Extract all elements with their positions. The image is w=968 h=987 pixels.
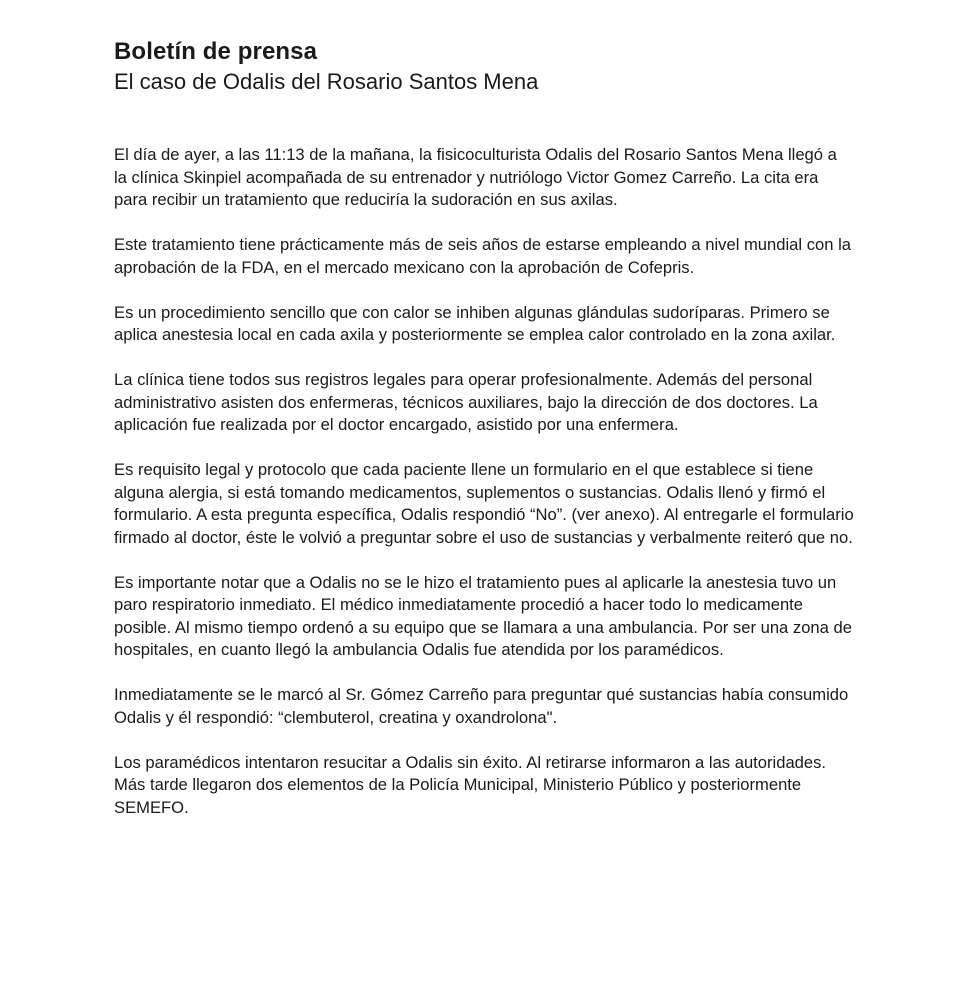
paragraph-8: Los paramédicos intentaron resucitar a Odalis sin éxito. Al retirarse informaron a las autoridades. Más tarde llegaron dos elementos de la Policía Municipal, Ministerio Público y posteriormente SEMEFO. xyxy=(114,752,827,817)
paragraph-6: Es importante notar que a Odalis no se le hizo el tratamiento pues al aplicarle la anestesia tuvo un paro respiratorio inmediato. El médico inmediatamente procedió a hacer todo lo medicamente posible. Al mismo tiempo ordenó a su equipo que se llamara a una ambulancia. Por ser una zona de hospitales, en cuanto llegó la ambulancia Odalis fue atendida por los paramédicos. xyxy=(114,572,852,659)
paragraph-5: Es requisito legal y protocolo que cada paciente llene un formulario en el que establece si tiene alguna alergia, si está tomando medicamentos, suplementos o sustancias. Odalis llenó y firmó el formulario. A esta pregunta específica, Odalis respondió “No”. (ver anexo). Al entregarle el formulario firmado al doctor, éste le volvió a preguntar sobre el uso de sustancias y verbalmente reiteró que no. xyxy=(114,460,854,547)
document-title: Boletín de prensa xyxy=(114,38,318,65)
paragraph-7: Inmediatamente se le marcó al Sr. Gómez Carreño para preguntar qué sustancias había consumido Odalis y él respondió: “clembuterol, creatina y oxandrolona". xyxy=(114,685,849,727)
document-subtitle: El caso de Odalis del Rosario Santos Mena xyxy=(114,69,539,94)
paragraph-2: Este tratamiento tiene prácticamente más de seis años de estarse empleando a nivel mundial con la aprobación de la FDA, en el mercado mexicano con la aprobación de Cofepris. xyxy=(114,235,851,277)
document-page xyxy=(114,38,854,842)
paragraph-3: Es un procedimiento sencillo que con calor se inhiben algunas glándulas sudoríparas. Primero se aplica anestesia local en cada axila y posteriormente se emplea calor controlado en la zona axilar. xyxy=(114,302,836,344)
paragraph-4: La clínica tiene todos sus registros legales para operar profesionalmente. Además del personal administrativo asisten dos enfermeras, técnicos auxiliares, bajo la dirección de dos doctores. La aplicación fue realizada por el doctor encargado, asistido por una enfermera. xyxy=(114,370,818,434)
paragraph-1: El día de ayer, a las 11:13 de la mañana, la fisicoculturista Odalis del Rosario Santos Mena llegó a la clínica Skinpiel acompañada de su entrenador y nutriólogo Victor Gomez Carreño. La cita era para recibir un tratamiento que reduciría la sudoración en sus axilas. xyxy=(114,145,837,209)
document-body xyxy=(114,144,854,819)
